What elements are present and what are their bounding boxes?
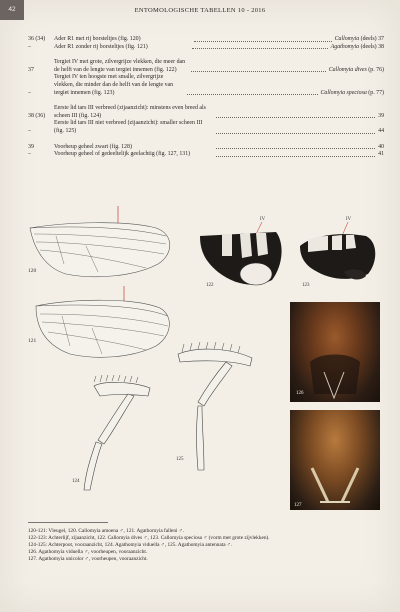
key-result [331, 44, 384, 52]
figure-label-iv-2: IV [346, 217, 352, 222]
key-couplet [28, 105, 384, 135]
caption-divider [28, 522, 108, 523]
figure-label-125: 125 [176, 457, 184, 462]
key-line [28, 151, 384, 159]
key-couplet-number: 36 (34) [28, 36, 46, 42]
key-line [28, 120, 384, 135]
key-couplet [28, 59, 384, 97]
key-result-taxon: Callomyia speciosa [320, 89, 367, 96]
key-result-taxon: Callomyia dives [328, 66, 367, 73]
figure-122-abdomen [196, 212, 288, 290]
key-line-text: Ader R1 zonder rij borsteltjes (fig. 121) [54, 43, 148, 50]
figure-label-127: 127 [294, 503, 302, 508]
key-couplet [28, 144, 384, 159]
figure-label-124: 124 [72, 479, 80, 484]
figure-label-iv: IV [260, 217, 266, 222]
identification-key [28, 36, 384, 167]
key-couplet [28, 36, 384, 51]
key-line-text: Voorheup geheel zwart (fig. 128) [54, 143, 132, 150]
key-result-target: (p. 76) [366, 66, 384, 73]
key-line [28, 74, 384, 97]
key-couplet-number: 37 [28, 66, 34, 73]
key-couplet-number: – [28, 89, 31, 96]
caption-line [28, 556, 378, 563]
key-line [28, 59, 384, 74]
caption-text: Agathomyia viduella ♂, voorheupen, vooraanzicht. [37, 548, 148, 555]
key-couplet-number: 38 (36) [28, 112, 46, 119]
page-header [0, 0, 400, 22]
caption-ref: 120-121: [28, 528, 48, 534]
key-result-target: 39 [378, 112, 385, 119]
key-couplet-number: – [28, 151, 31, 158]
figure-captions [28, 528, 378, 563]
page-number: 42 [0, 0, 24, 20]
figure-label-121: 121 [28, 338, 37, 344]
key-result [378, 144, 384, 152]
figure-label-126: 126 [296, 391, 304, 396]
figure-120-wing [26, 206, 176, 286]
dot-leader [187, 94, 317, 95]
key-result-taxon: Agathomyia [330, 43, 360, 50]
key-line [28, 144, 384, 152]
figure-124-leg [64, 374, 160, 500]
key-result-taxon: Callomyia [334, 36, 360, 42]
figure-126-photo [290, 302, 380, 402]
key-result-target: (deels) 38 [359, 43, 384, 50]
key-result-target: (p. 77) [366, 89, 384, 96]
dot-leader [216, 156, 375, 157]
key-result-target: (deels) 37 [359, 36, 385, 42]
key-result [329, 67, 384, 75]
caption-text: Vleugel, 120. Callomyia amoena ♂, 121. Agathomyia falleni ♂. [47, 528, 185, 534]
figure-123-abdomen [294, 212, 382, 290]
key-line-text: Tergiet IV ten hoogste met smalle, zilvergrijze vlekken, die minder dan de helft van de lengte van tergiet innemen (fig. 123) [54, 74, 174, 96]
figure-label-122: 122 [206, 283, 214, 288]
dot-leader [216, 133, 375, 134]
caption-line [28, 549, 378, 556]
key-line [28, 36, 384, 44]
key-line-text: Voorheup geheel of gedeeltelijk geelachtig (fig. 127, 131) [54, 151, 191, 158]
caption-text: Agathomyia unicolor ♂, voorheupen, vooraanzicht. [37, 555, 148, 562]
key-result-target: 44 [378, 127, 385, 134]
key-result [378, 151, 384, 159]
key-line-text: Tergiet IV met grote, zilvergrijze vlekken, die meer dan de helft van de lengte van tergiet innemen (fig. 122) [54, 59, 186, 73]
key-couplet-number: – [28, 43, 31, 50]
key-result [335, 36, 384, 44]
dot-leader [192, 48, 327, 49]
caption-text: Achterlijf, zijaanzicht, 122. Callomyia dives ♂, 123. Callomyia speciosa ♂ (vorm met grote zijvlekken). [47, 534, 270, 541]
key-result-target: 41 [378, 151, 385, 158]
caption-ref: 122-123: [28, 534, 48, 541]
key-line-text: Ader R1 met rij borsteltjes (fig. 120) [54, 36, 141, 42]
key-line [28, 44, 384, 52]
dot-leader [191, 71, 325, 72]
caption-line [28, 542, 378, 549]
key-result [321, 90, 385, 98]
key-couplet-number: – [28, 127, 31, 134]
figure-127-photo [290, 410, 380, 510]
caption-ref: 127. [28, 555, 38, 562]
dot-leader [194, 41, 331, 42]
key-couplet-number: 39 [28, 143, 34, 150]
dot-leader [216, 117, 375, 118]
key-line [28, 105, 384, 120]
figure-label-120: 120 [28, 268, 37, 274]
figure-125-leg [172, 340, 258, 480]
key-line-text: Eerste lid tars III niet verbreed (zijaanzicht): smaller scheen III (fig. 125) [54, 120, 203, 134]
key-result-target: 40 [378, 143, 385, 150]
running-title: ENTOMOLOGISCHE TABELLEN 10 - 2016 [134, 7, 266, 14]
caption-line [28, 535, 378, 542]
figure-label-123: 123 [302, 283, 310, 288]
dot-leader [216, 148, 375, 149]
key-line-text: Eerste lid tars III verbreed (zijaanzicht): minstens even breed als scheen III (fig. 124) [54, 105, 206, 119]
key-result [378, 113, 384, 121]
key-result [378, 128, 384, 136]
caption-ref: 126. [28, 548, 38, 555]
figure-121-wing [26, 286, 176, 366]
caption-line [28, 528, 378, 535]
caption-text: Achterpoot, vooraanzicht, 124. Agathomyia viduella ♂, 125. Agathomyia antennata ♂. [47, 541, 233, 548]
caption-ref: 124-125: [28, 541, 48, 548]
